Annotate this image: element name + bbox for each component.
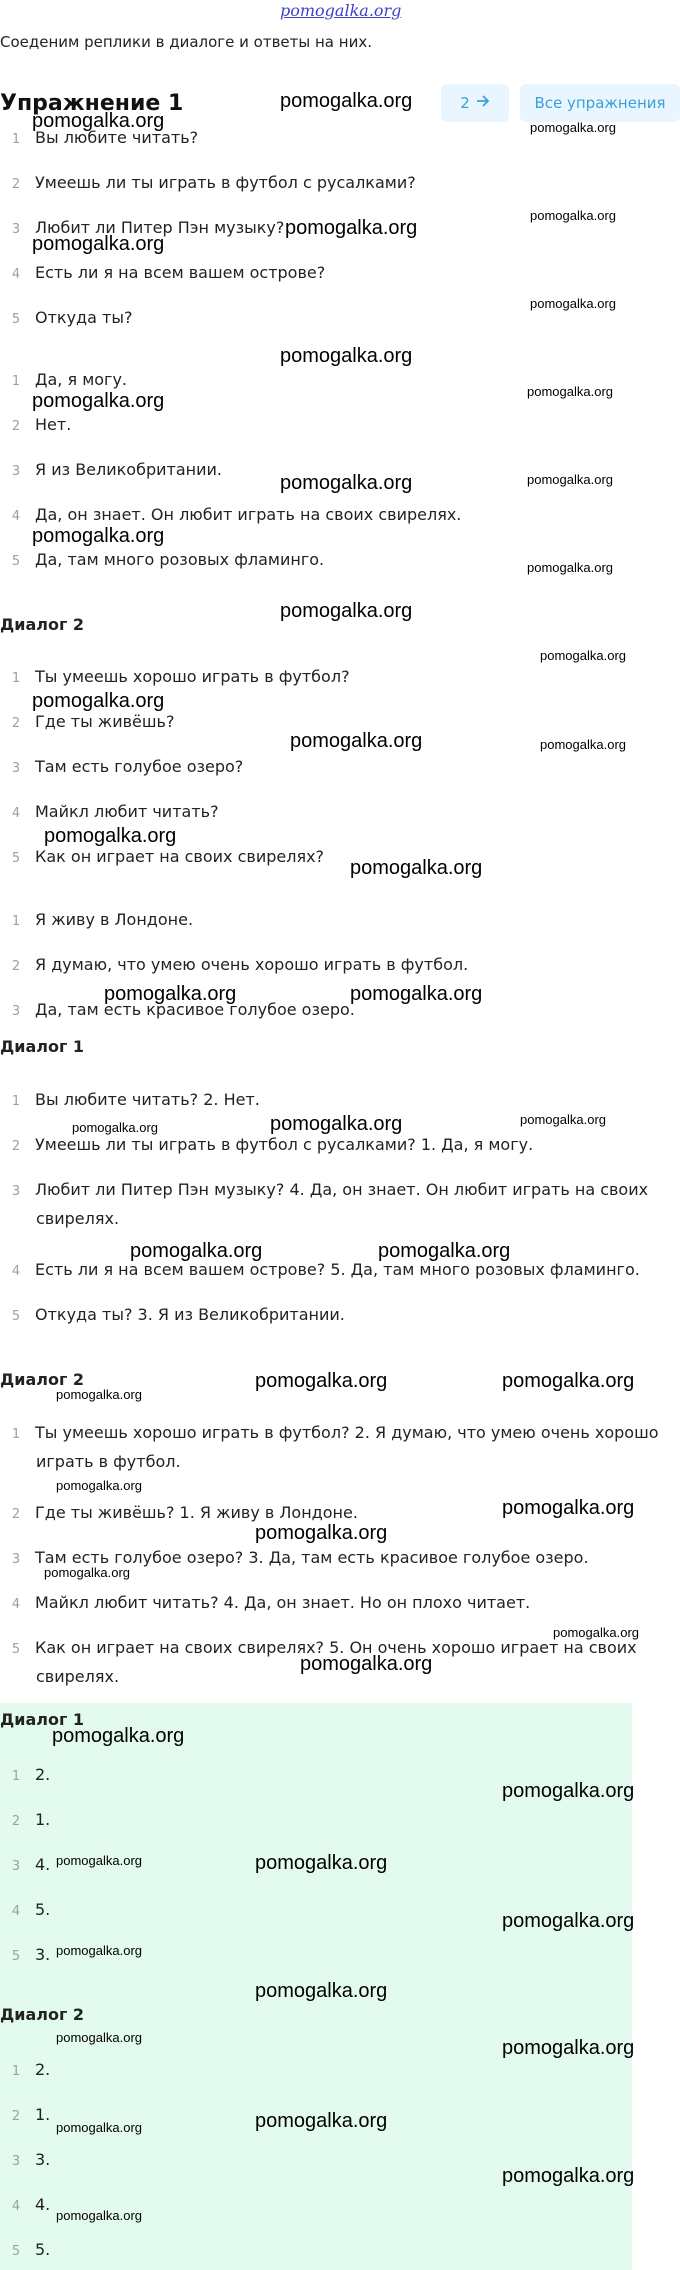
watermark: pomogalka.org [502,1780,635,1802]
answer-key-item [0,2105,50,2124]
watermark: pomogalka.org [52,1725,185,1747]
answer-key-item [0,2240,50,2259]
list-text: Где ты живёшь? [35,712,175,731]
watermark: pomogalka.org [56,2030,142,2045]
watermark: pomogalka.org [502,2165,635,2187]
list-number: 3 [11,1859,21,1874]
list-text: 5. [35,1900,51,1919]
list-number: 4 [11,1597,21,1612]
list-text: 4. [35,1855,51,1874]
matched-item [0,1090,260,1109]
watermark: pomogalka.org [540,737,626,752]
dialog-heading: Диалог 2 [0,615,85,634]
watermark: pomogalka.org [72,1120,158,1135]
list-number: 5 [11,554,21,569]
list-text: Я живу в Лондоне. [35,910,194,929]
list-text: Вы любите читать? [35,128,199,147]
next-exercise-button[interactable] [441,84,509,122]
watermark: pomogalka.org [32,690,165,712]
list-text: Любит ли Питер Пэн музыку? [35,218,285,237]
question-item [0,308,132,327]
list-text: Любит ли Питер Пэн музыку? 4. Да, он знает. Он любит играть на своих [35,1180,649,1199]
matched-item [0,1423,659,1471]
list-number: 2 [11,959,21,974]
question-item [0,757,243,776]
list-number: 5 [11,1642,21,1657]
watermark: pomogalka.org [56,2120,142,2135]
watermark: pomogalka.org [32,525,165,547]
watermark: pomogalka.org [255,1980,388,2002]
list-number: 4 [11,806,21,821]
answer-key-item [0,1945,50,1964]
list-text: 1. [35,2105,51,2124]
list-text: Да, он знает. Он любит играть на своих свирелях. [35,505,462,524]
list-text: 4. [35,2195,51,2214]
list-number: 2 [11,419,21,434]
matched-item [0,1305,345,1324]
list-text: Да, там много розовых фламинго. [35,550,325,569]
list-number: 5 [11,2244,21,2259]
watermark: pomogalka.org [130,1240,263,1262]
watermark: pomogalka.org [56,1943,142,1958]
list-number: 1 [11,2064,21,2079]
list-text: Майкл любит читать? 4. Да, он знает. Но он плохо читает. [35,1593,531,1612]
watermark: pomogalka.org [44,825,177,847]
answer-key-item [0,2060,50,2079]
watermark: pomogalka.org [32,110,165,132]
watermark: pomogalka.org [530,120,616,135]
watermark: pomogalka.org [104,983,237,1005]
list-number: 2 [11,1814,21,1829]
answer-item [0,955,468,974]
answer-item [0,460,222,479]
list-text: 1. [35,1810,51,1829]
watermark: pomogalka.org [280,90,413,112]
answer-key-item [0,1810,50,1829]
arrow-right-icon [476,94,490,112]
list-number: 1 [11,671,21,686]
answer-key-item [0,1900,50,1919]
question-item [0,802,219,821]
watermark: pomogalka.org [540,648,626,663]
list-number: 3 [11,2154,21,2169]
exercise-intro: Соеденим реплики в диалоге и ответы на них. [0,33,372,51]
watermark: pomogalka.org [56,1853,142,1868]
matched-item [0,1593,530,1612]
watermark: pomogalka.org [255,1370,388,1392]
watermark: pomogalka.org [255,2110,388,2132]
question-item [0,712,174,731]
matched-item [0,1180,649,1228]
list-text: 5. [35,2240,51,2259]
list-number: 4 [11,1904,21,1919]
list-text: Есть ли я на всем вашем острове? 5. Да, там много розовых фламинго. [35,1260,640,1279]
watermark: pomogalka.org [530,208,616,223]
list-text: Ты умеешь хорошо играть в футбол? [35,667,350,686]
watermark: pomogalka.org [350,983,483,1005]
answer-key-item [0,1765,50,1784]
list-number: 1 [11,1769,21,1784]
watermark: pomogalka.org [520,1112,606,1127]
list-number: 1 [11,374,21,389]
list-number: 1 [11,914,21,929]
answer-key-item [0,2195,50,2214]
watermark: pomogalka.org [56,2208,142,2223]
list-number: 2 [11,716,21,731]
list-number: 4 [11,1264,21,1279]
list-text: Вы любите читать? 2. Нет. [35,1090,260,1109]
list-number: 4 [11,509,21,524]
site-logo[interactable]: pomogalka.org [280,1,402,20]
list-number: 5 [11,1309,21,1324]
answer-key-item [0,2150,50,2169]
answer-item [0,370,127,389]
list-text: Есть ли я на всем вашем острове? [35,263,326,282]
list-text: Где ты живёшь? 1. Я живу в Лондоне. [35,1503,358,1522]
watermark: pomogalka.org [32,233,165,255]
list-text: Умеешь ли ты играть в футбол с русалками? 1. Да, я могу. [35,1135,534,1154]
watermark: pomogalka.org [270,1113,403,1135]
list-text: Там есть голубое озеро? 3. Да, там есть красивое голубое озеро. [35,1548,589,1567]
list-number: 5 [11,1949,21,1964]
list-number: 1 [11,132,21,147]
dialog-heading: Диалог 1 [0,1037,85,1056]
list-number: 5 [11,312,21,327]
dialog-heading: Диалог 2 [0,2005,85,2024]
list-number: 2 [11,2109,21,2124]
watermark: pomogalka.org [285,217,418,239]
watermark: pomogalka.org [280,472,413,494]
watermark: pomogalka.org [502,1497,635,1519]
answer-item [0,505,461,524]
list-number: 3 [11,761,21,776]
dialog-heading: Диалог 2 [0,1370,85,1389]
list-text: Нет. [35,415,72,434]
watermark: pomogalka.org [527,560,613,575]
answer-key-item [0,1855,50,1874]
watermark: pomogalka.org [300,1653,433,1675]
list-text: 2. [35,1765,51,1784]
list-number: 3 [11,1004,21,1019]
matched-item [0,1503,358,1522]
list-text: 3. [35,2150,51,2169]
list-number: 2 [11,1139,21,1154]
watermark: pomogalka.org [280,600,413,622]
dialog-heading: Диалог 1 [0,1710,85,1729]
question-item [0,667,350,686]
question-item [0,263,325,282]
watermark: pomogalka.org [56,1478,142,1493]
watermark: pomogalka.org [530,296,616,311]
list-text: 2. [35,2060,51,2079]
list-number: 1 [11,1094,21,1109]
watermark: pomogalka.org [44,1565,130,1580]
watermark: pomogalka.org [280,345,413,367]
watermark: pomogalka.org [56,1387,142,1402]
watermark: pomogalka.org [378,1240,511,1262]
list-text: Я из Великобритании. [35,460,222,479]
answer-item [0,415,71,434]
list-text: Да, там есть красивое голубое озеро. [35,1000,355,1019]
list-text: Как он играет на своих свирелях? 5. Он очень хорошо играет на своих [35,1638,637,1657]
watermark: pomogalka.org [350,857,483,879]
watermark: pomogalka.org [290,730,423,752]
matched-item [0,1135,533,1154]
list-text: Майкл любит читать? [35,802,219,821]
watermark: pomogalka.org [553,1625,639,1640]
list-number: 3 [11,464,21,479]
list-number: 5 [11,851,21,866]
watermark: pomogalka.org [502,2037,635,2059]
question-item [0,173,416,192]
list-text: Да, я могу. [35,370,128,389]
question-item [0,847,324,866]
list-text-continued: играть в футбол. [36,1452,181,1471]
watermark: pomogalka.org [32,390,165,412]
list-text: 3. [35,1945,51,1964]
all-exercises-button[interactable]: Все упражнения [520,84,680,122]
list-text: Я думаю, что умею очень хорошо играть в футбол. [35,955,469,974]
list-number: 4 [11,2199,21,2214]
answer-item [0,910,193,929]
list-number: 3 [11,1552,21,1567]
watermark: pomogalka.org [502,1910,635,1932]
exercise-title: Упражнение 1 [0,91,184,116]
next-exercise-label: 2 [460,94,470,112]
list-number: 4 [11,267,21,282]
list-text: Ты умеешь хорошо играть в футбол? 2. Я думаю, что умею очень хорошо [35,1423,659,1442]
watermark: pomogalka.org [255,1852,388,1874]
list-number: 3 [11,222,21,237]
list-text: Как он играет на своих свирелях? [35,847,325,866]
watermark: pomogalka.org [255,1522,388,1544]
watermark: pomogalka.org [527,384,613,399]
watermark: pomogalka.org [502,1370,635,1392]
list-text: Откуда ты? 3. Я из Великобритании. [35,1305,345,1324]
list-text-continued: свирелях. [36,1209,120,1228]
list-number: 3 [11,1184,21,1199]
list-text: Там есть голубое озеро? [35,757,244,776]
list-text: Умеешь ли ты играть в футбол с русалками? [35,173,416,192]
list-text-continued: свирелях. [36,1667,120,1686]
list-text: Откуда ты? [35,308,133,327]
matched-item [0,1260,640,1279]
list-number: 2 [11,1507,21,1522]
list-number: 1 [11,1427,21,1442]
watermark: pomogalka.org [527,472,613,487]
answer-item [0,550,324,569]
list-number: 2 [11,177,21,192]
